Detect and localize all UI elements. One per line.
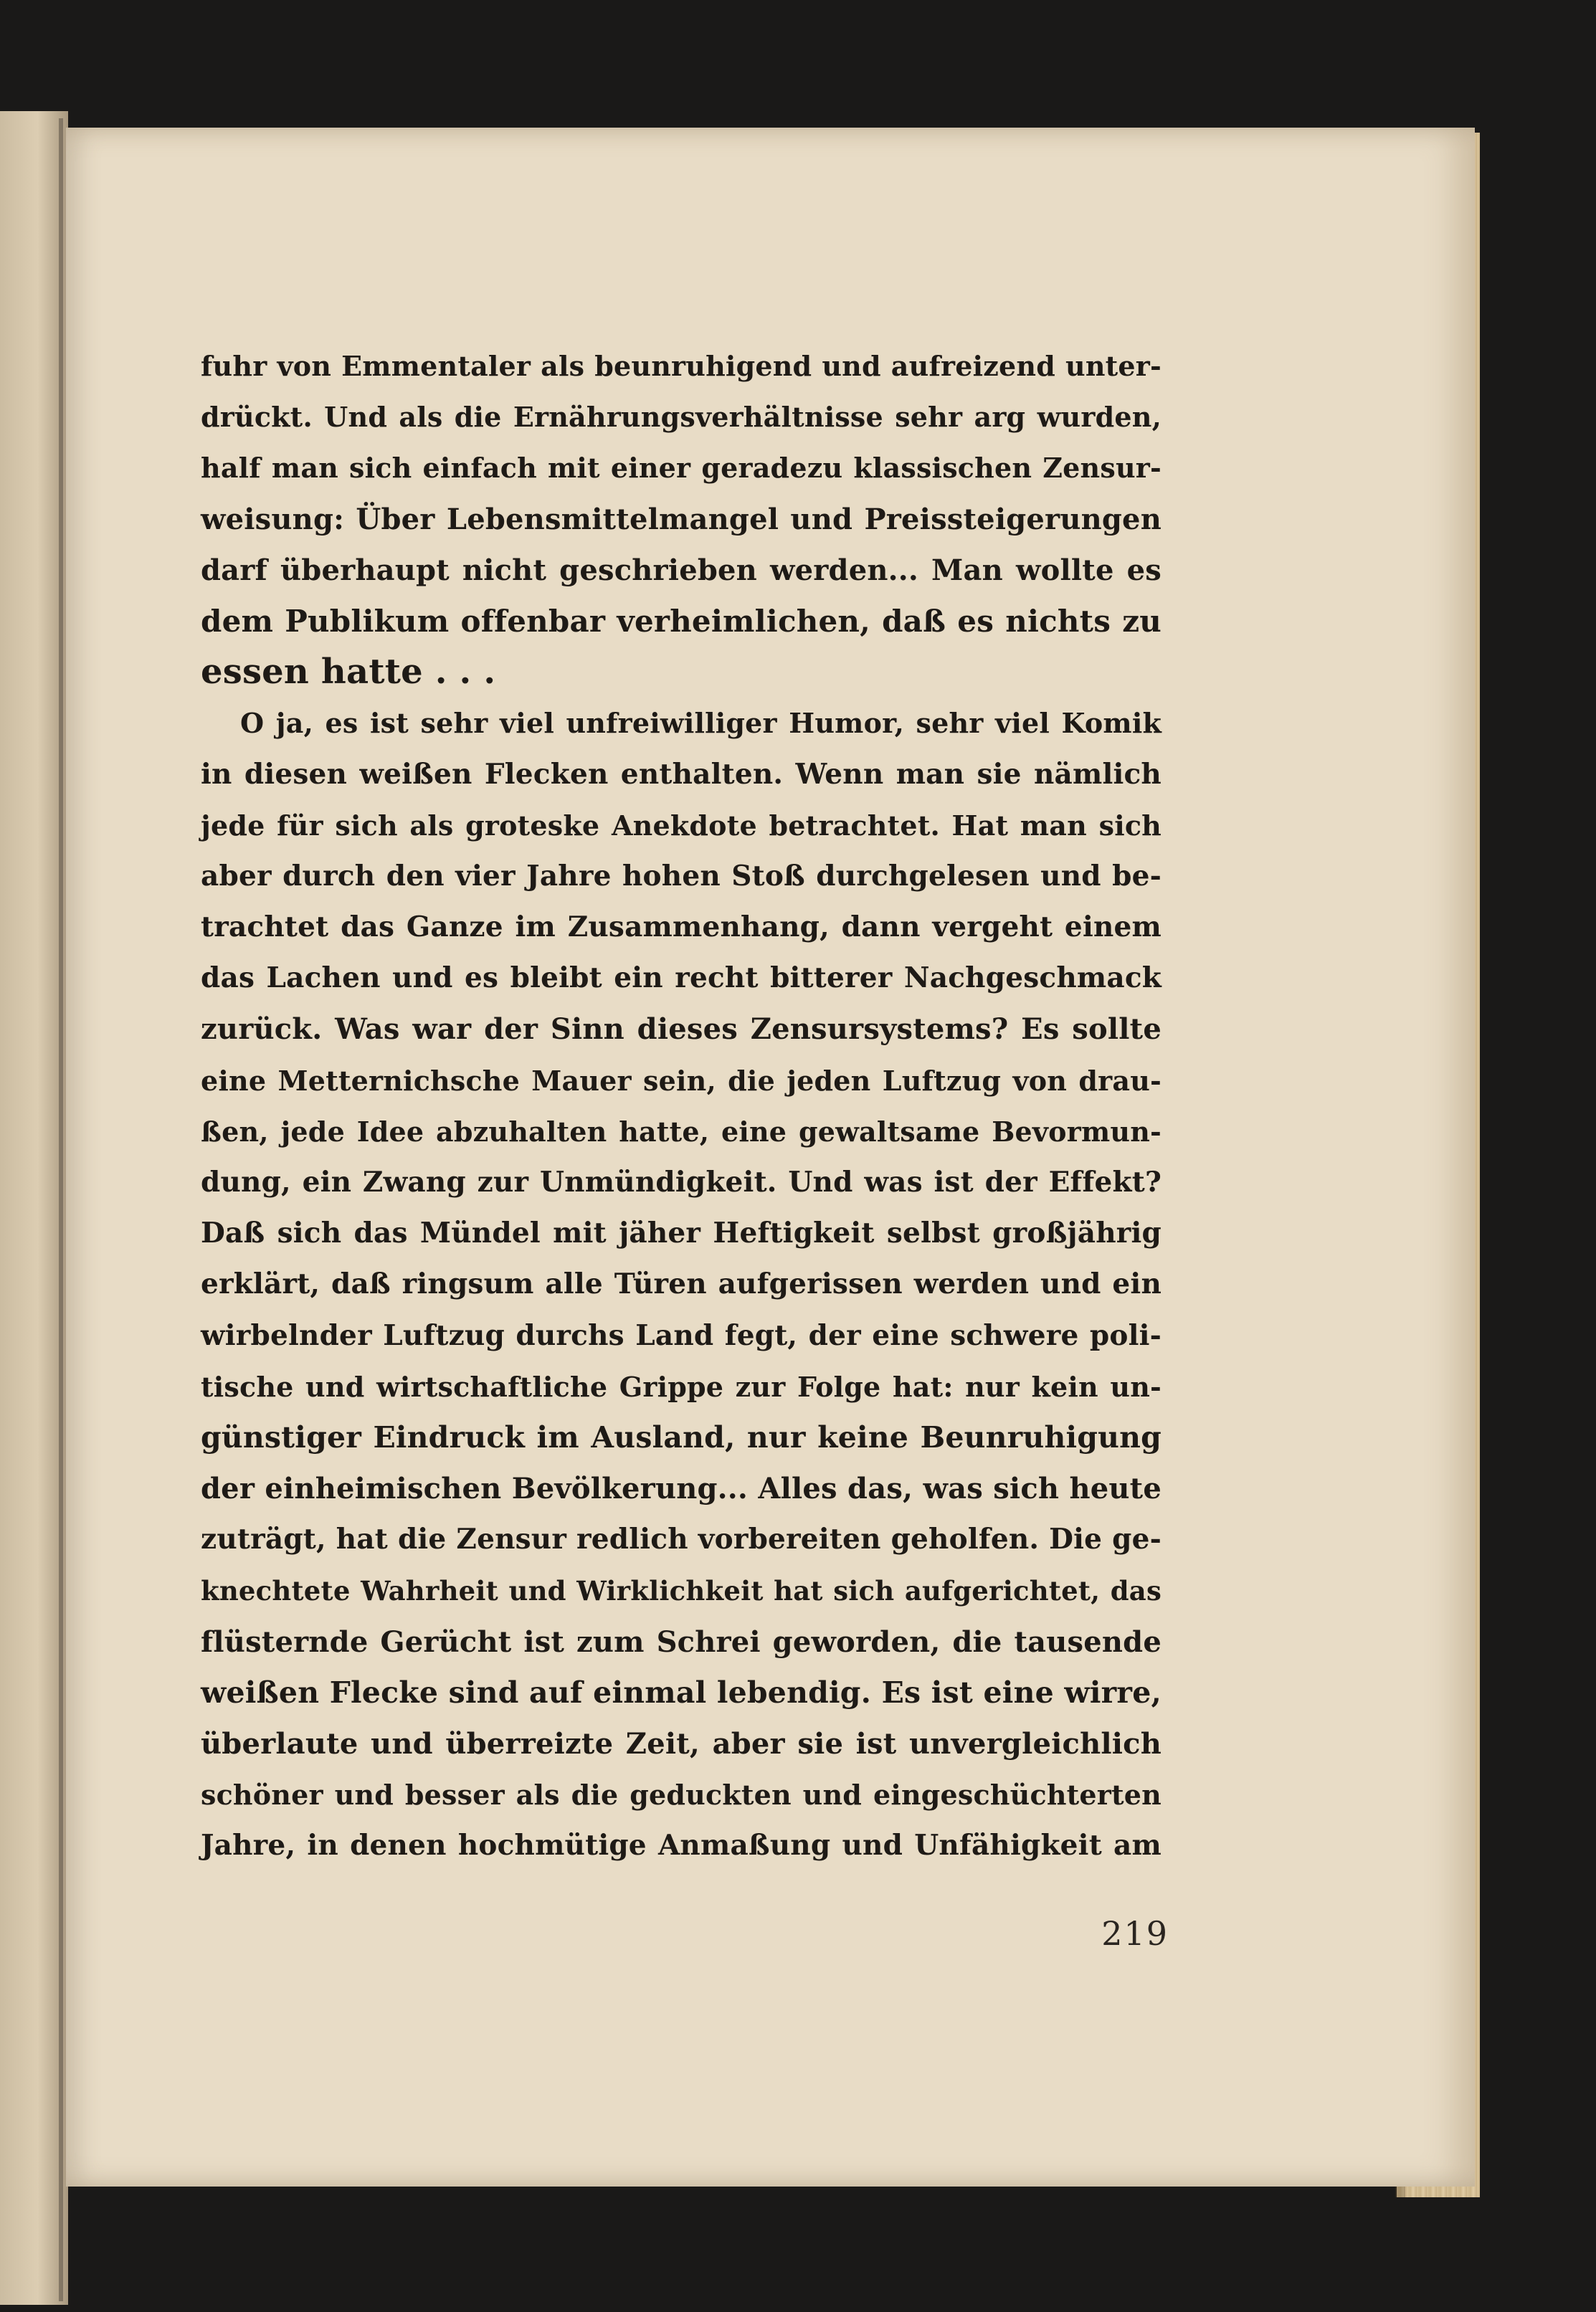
text-line: O ja, es ist sehr viel unfreiwilliger Humor, sehr viel Komik: [240, 707, 1162, 740]
text-line: aber durch den vier Jahre hohen Stoß durchgelesen und be-: [201, 859, 1162, 893]
previous-page-edge: [0, 111, 68, 2305]
text-line: drückt. Und als die Ernährungsverhältnisse sehr arg wurden,: [201, 401, 1162, 434]
text-line: Jahre, in denen hochmütige Anmaßung und Unfähigkeit am: [201, 1829, 1162, 1863]
body-text: [201, 341, 1162, 1872]
text-line: dung, ein Zwang zur Unmündigkeit. Und was ist der Effekt?: [201, 1166, 1162, 1199]
text-line: Daß sich das Mündel mit jäher Heftigkeit selbst großjährig: [201, 1217, 1162, 1250]
text-line: erklärt, daß ringsum alle Türen aufgerissen werden und ein: [201, 1267, 1162, 1301]
text-line: darf überhaupt nicht geschrieben werden... Man wollte es: [201, 553, 1162, 587]
text-line: der einheimischen Bevölkerung... Alles das, was sich heute: [201, 1472, 1162, 1506]
text-line: das Lachen und es bleibt ein recht bitterer Nachgeschmack: [201, 961, 1162, 995]
text-line: in diesen weißen Flecken enthalten. Wenn man sie nämlich: [201, 757, 1162, 791]
page-gutter-line: [59, 118, 63, 2301]
text-line: jede für sich als groteske Anekdote betrachtet. Hat man sich: [201, 809, 1162, 842]
page-number: 219: [1101, 1914, 1169, 1953]
text-line: flüsternde Gerücht ist zum Schrei geworden, die tausende: [201, 1624, 1162, 1659]
text-line: zurück. Was war der Sinn dieses Zensursystems? Es sollte: [201, 1012, 1162, 1047]
text-line: schöner und besser als die geduckten und eingeschüchterten: [201, 1779, 1162, 1812]
text-line: half man sich einfach mit einer geradezu klassischen Zensur-: [201, 452, 1162, 485]
text-line: ßen, jede Idee abzuhalten hatte, eine gewaltsame Bevormun-: [201, 1115, 1162, 1148]
text-line: dem Publikum offenbar verheimlichen, daß es nichts zu: [201, 603, 1162, 639]
text-line: überlaute und überreizte Zeit, aber sie ist unvergleichlich: [201, 1727, 1162, 1761]
text-line: trachtet das Ganze im Zusammenhang, dann vergeht einem: [201, 910, 1162, 944]
text-line: essen hatte . . .: [201, 652, 496, 693]
text-line: weißen Flecke sind auf einmal lebendig. Es ist eine wirre,: [201, 1675, 1162, 1710]
text-line: tische und wirtschaftliche Grippe zur Folge hat: nur kein un-: [201, 1370, 1162, 1403]
text-line: eine Metternichsche Mauer sein, die jeden Luftzug von drau-: [201, 1064, 1162, 1097]
text-line: knechtete Wahrheit und Wirklichkeit hat sich aufgerichtet, das: [201, 1574, 1162, 1607]
text-line: günstiger Eindruck im Ausland, nur keine Beunruhigung: [201, 1419, 1162, 1455]
text-line: zuträgt, hat die Zensur redlich vorbereiten geholfen. Die ge-: [201, 1523, 1162, 1556]
text-line: fuhr von Emmentaler als beunruhigend und aufreizend unter-: [201, 350, 1162, 382]
text-line: wirbelnder Luftzug durchs Land fegt, der eine schwere poli-: [201, 1318, 1162, 1352]
text-line: weisung: Über Lebensmittelmangel und Preissteigerungen: [201, 502, 1162, 536]
